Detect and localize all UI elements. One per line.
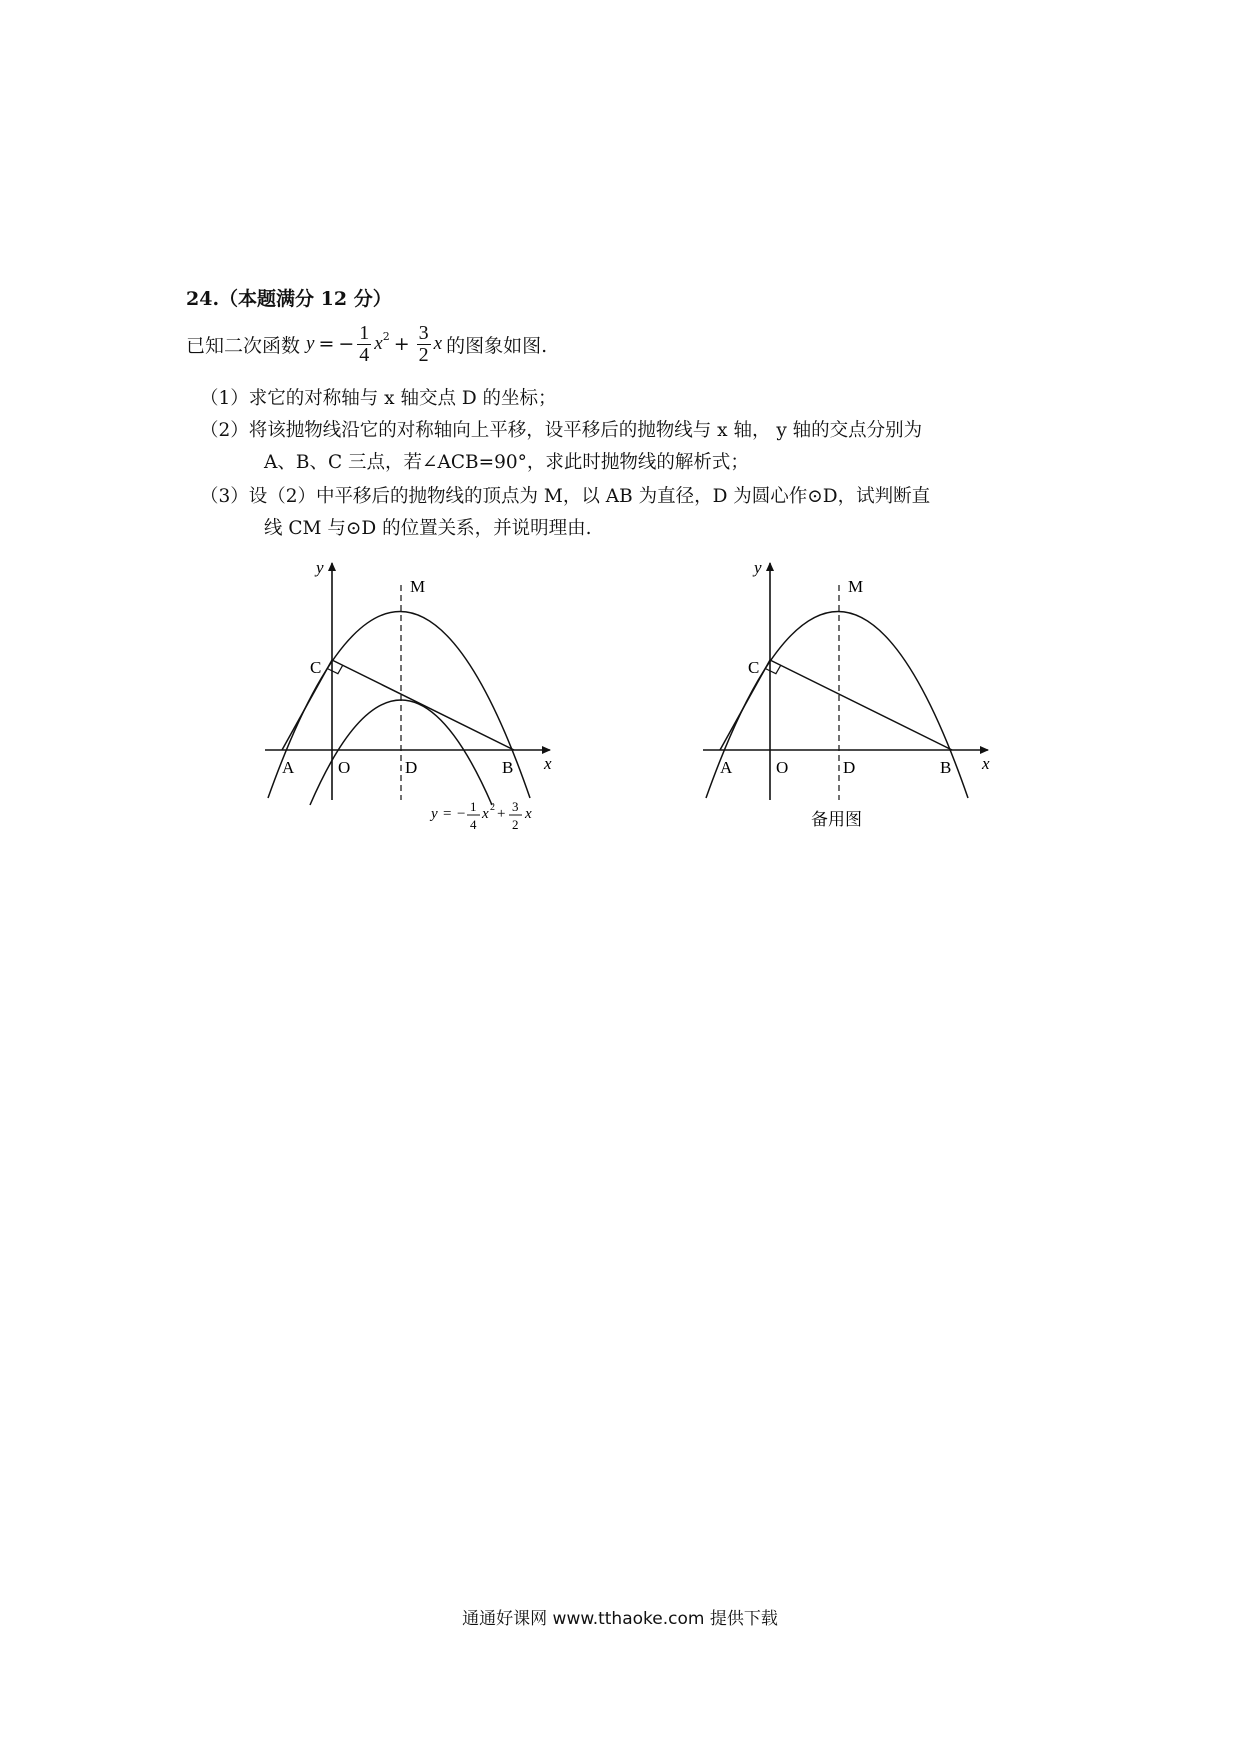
part-1: （1）求它的对称轴与 x 轴交点 D 的坐标； bbox=[200, 388, 557, 409]
label-a: A bbox=[720, 758, 733, 777]
caption-plus: + bbox=[497, 806, 506, 822]
formula-plus: + bbox=[393, 333, 410, 355]
label-c: C bbox=[310, 658, 322, 677]
label-x: x bbox=[544, 754, 552, 773]
label-m: M bbox=[848, 577, 864, 596]
label-b: B bbox=[502, 758, 514, 777]
intro-before: 已知二次函数 bbox=[186, 334, 301, 357]
label-o: O bbox=[776, 758, 789, 777]
segment-ca bbox=[282, 660, 332, 750]
part-2-line-1: （2）将该抛物线沿它的对称轴向上平移，设平移后的抛物线与 x 轴， y 轴的交点分别为 bbox=[200, 420, 923, 441]
right-angle-mark bbox=[327, 665, 343, 673]
formula-frac2 bbox=[417, 323, 431, 366]
caption-exp: 2 bbox=[490, 802, 495, 813]
caption-frac2-den: 2 bbox=[512, 817, 519, 832]
caption-neg: − bbox=[457, 806, 466, 822]
label-a: A bbox=[282, 758, 295, 777]
right-angle-mark bbox=[765, 665, 781, 673]
formula-neg: − bbox=[338, 333, 355, 355]
page-footer: 通通好课网 www.tthaoke.com 提供下载 bbox=[462, 1609, 778, 1629]
frac1-den: 4 bbox=[359, 343, 370, 366]
caption-frac1-den: 4 bbox=[470, 817, 477, 832]
part-2-line-2: A、B、C 三点，若∠ACB=90°，求此时抛物线的解析式； bbox=[264, 452, 749, 473]
label-d: D bbox=[843, 758, 856, 777]
label-y: y bbox=[754, 558, 762, 577]
label-d: D bbox=[405, 758, 418, 777]
label-b: B bbox=[940, 758, 952, 777]
label-m: M bbox=[410, 577, 426, 596]
caption-eq: = bbox=[443, 806, 452, 822]
figure-2 bbox=[698, 555, 1018, 840]
frac2-den: 2 bbox=[418, 343, 429, 366]
caption-lhs: y bbox=[431, 806, 438, 822]
segment-ca bbox=[720, 660, 770, 750]
formula-lhs: y bbox=[306, 333, 315, 354]
segment-cb bbox=[770, 660, 952, 750]
intro-formula bbox=[306, 323, 442, 366]
label-y: y bbox=[316, 558, 324, 577]
formula-x1: x bbox=[374, 333, 383, 354]
segment-cb bbox=[332, 660, 514, 750]
caption-frac1-num: 1 bbox=[470, 799, 477, 814]
label-c: C bbox=[748, 658, 760, 677]
caption-x2: x bbox=[525, 806, 532, 822]
frac1-num: 1 bbox=[359, 321, 370, 344]
figure-1 bbox=[260, 555, 580, 840]
figure-1-caption bbox=[429, 799, 532, 832]
part-3-line-2: 线 CM 与⊙D 的位置关系，并说明理由. bbox=[264, 518, 592, 539]
part-3-line-1: （3）设（2）中平移后的抛物线的顶点为 M，以 AB 为直径，D 为圆心作⊙D，试判断直 bbox=[200, 486, 931, 507]
figure-2-caption: 备用图 bbox=[811, 810, 862, 829]
formula-exp: 2 bbox=[382, 329, 390, 343]
question-title: 24.（本题满分 12 分） bbox=[186, 288, 392, 310]
label-x: x bbox=[982, 754, 990, 773]
caption-frac2-num: 3 bbox=[512, 799, 519, 814]
question-intro bbox=[186, 318, 547, 370]
caption-x1: x bbox=[482, 806, 489, 822]
formula-frac1 bbox=[357, 323, 371, 366]
formula-eq: = bbox=[318, 333, 335, 355]
frac2-num: 3 bbox=[418, 321, 429, 344]
formula-x2: x bbox=[433, 333, 443, 354]
intro-after: 的图象如图. bbox=[446, 334, 548, 357]
label-o: O bbox=[338, 758, 351, 777]
